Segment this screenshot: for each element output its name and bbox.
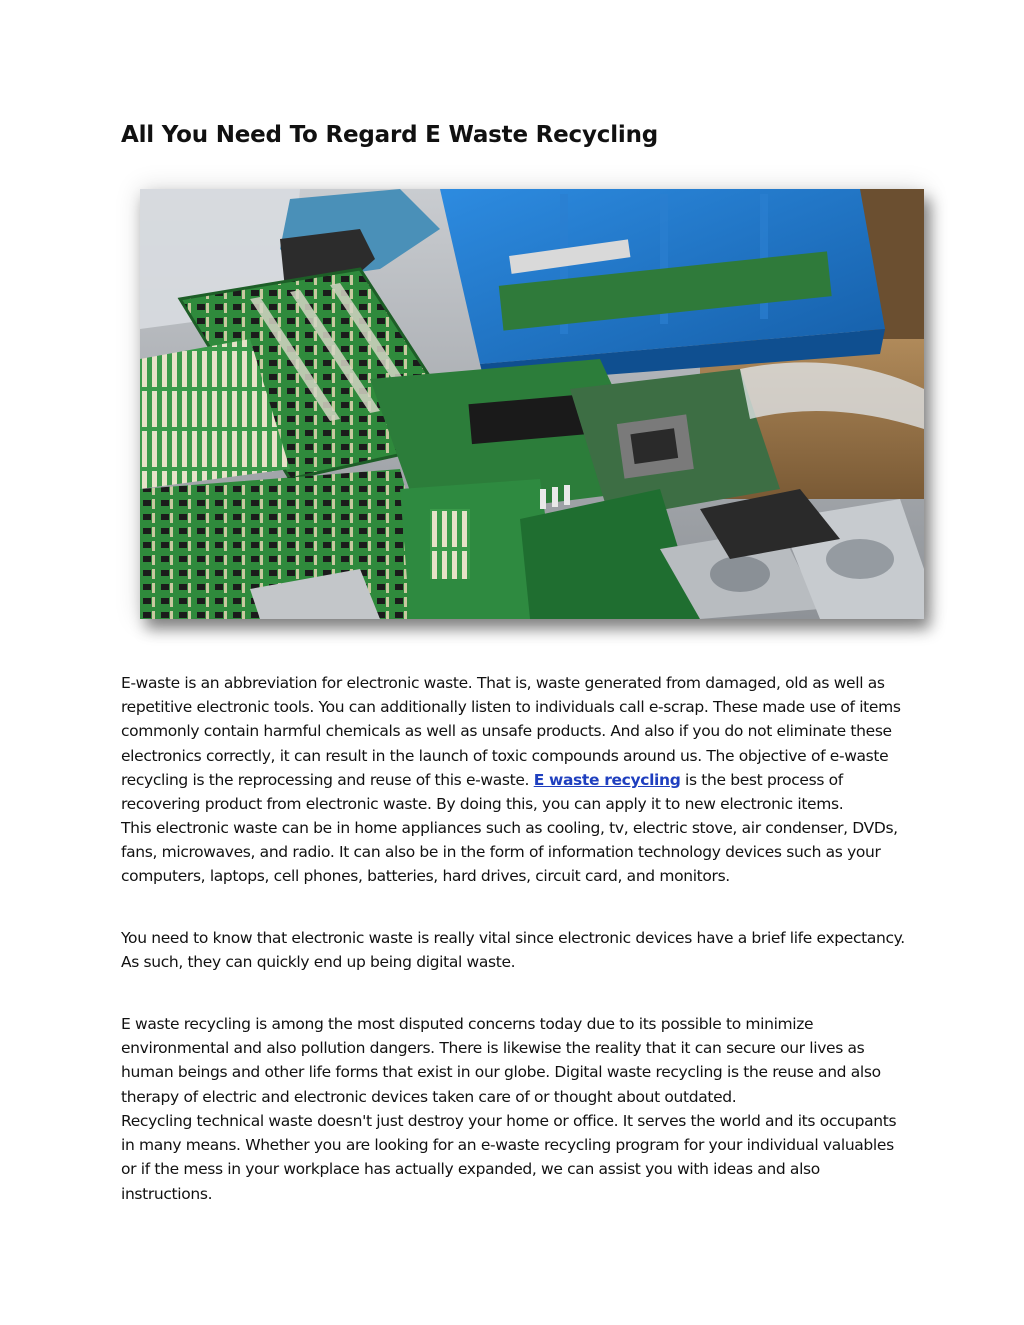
paragraph-life-expectancy: You need to know that electronic waste is really vital since electronic devices have a brief life expectancy. As such, they can quickly end up being digital waste. xyxy=(121,929,905,972)
paragraph-disputed-concerns: E waste recycling is among the most disputed concerns today due to its possible to minimize environmental and also pollution dangers. There is likewise the reality that it can secure our lives as human beings and other life forms that exist in our globe. Digital waste recycling is the reuse and also therapy of electric and electronic devices taken care of or thought about outdated. xyxy=(121,1015,881,1106)
e-waste-recycling-link[interactable]: E waste recycling xyxy=(533,770,681,789)
paragraph-intro xyxy=(121,671,911,816)
electronic-waste-photo-icon xyxy=(140,189,924,619)
paragraph-appliances: This electronic waste can be in home appliances such as cooling, tv, electric stove, air condenser, DVDs, fans, microwaves, and radio. It can also be in the form of information technology devices such as your computers, laptops, cell phones, batteries, hard drives, circuit card, and monitors. xyxy=(121,819,898,886)
e-waste-photo xyxy=(140,189,924,619)
paragraph-recycling-benefits: Recycling technical waste doesn't just destroy your home or office. It serves the world and its occupants in many means. Whether you are looking for an e-waste recycling program for your individual valuables or if the mess in your workplace has actually expanded, we can assist you with ideas and also instructions. xyxy=(121,1112,897,1203)
paragraph-intro-text-before: E-waste is an abbreviation for electronic waste. That is, waste generated from damaged, old as well as repetitive electronic tools. You can additionally listen to individuals call e-scrap. These made use of items commonly contain harmful chemicals as well as unsafe products. And also if you do not eliminate these electronics correctly, it can result in the launch of toxic compounds around us. The objective of e-waste recycling is the reprocessing and reuse of this e-waste. xyxy=(121,674,901,789)
page-title: All You Need To Regard E Waste Recycling xyxy=(121,122,659,148)
paragraph-intro-text-after: is the best process of recovering product from electronic waste. By doing this, you can apply it to new electronic items. xyxy=(121,770,844,814)
